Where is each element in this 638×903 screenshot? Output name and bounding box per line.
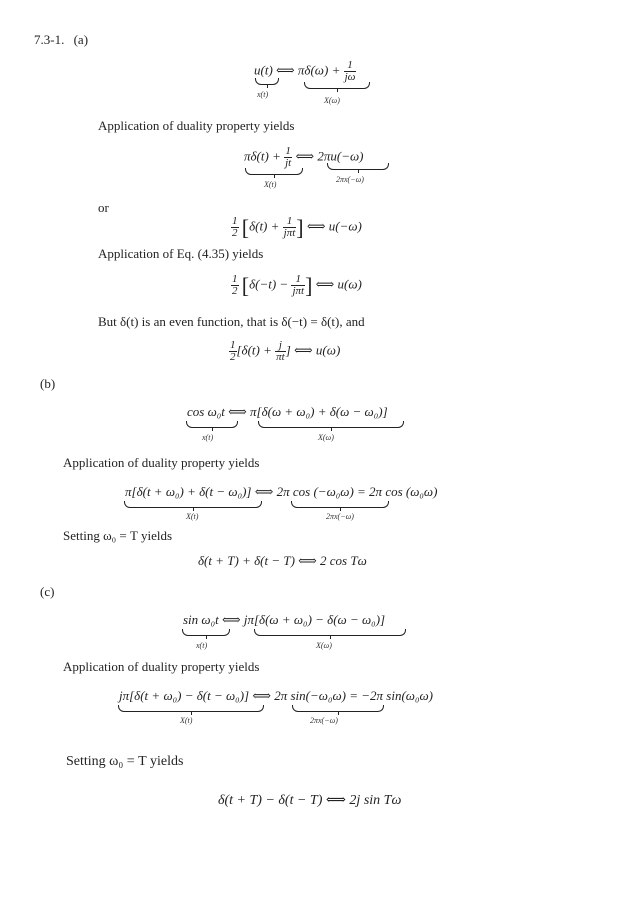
a-eq2-right: 2πu(−ω) — [317, 148, 364, 164]
a-eq3-frac-num: 1 — [283, 216, 297, 228]
c-text2: Setting ω₀ = T yields — [66, 754, 184, 769]
c-eq2-right: = −2π sin(ω₀ω) — [349, 688, 433, 703]
a-eq5 — [229, 340, 340, 363]
a-eq4-half-den: 2 — [232, 285, 238, 297]
a-eq2-frac-num: 1 — [285, 145, 291, 157]
c-eq2-arrow: ⟺ — [252, 688, 271, 703]
a-eq4-frac-den: jπt — [292, 285, 305, 297]
c-eq1-under-left: x(t) — [196, 641, 208, 650]
b-eq3: δ(t + T) + δ(t − T) ⟺ 2 cos Tω — [198, 553, 367, 568]
c-eq1 — [183, 612, 385, 628]
b-eq1-arrow: ⟺ — [228, 404, 247, 419]
b-eq1-left-brace — [186, 421, 238, 428]
b-eq1-under-left: x(t) — [202, 433, 214, 442]
a-eq5-half-den: 2 — [230, 351, 236, 363]
a-eq2-arrow: ⟺ — [295, 148, 315, 164]
a-eq1-right: πδ(ω) + — [297, 62, 341, 78]
c-eq1-left: sin ω₀t — [183, 612, 219, 627]
a-eq2-under-left: X(t) — [264, 180, 277, 189]
c-eq3: δ(t + T) − δ(t − T) ⟺ 2j sin Tω — [218, 793, 402, 808]
c-eq1-left-brace — [182, 629, 230, 636]
c-eq2 — [119, 688, 433, 704]
b-eq2-left: π[δ(t + ω₀) + δ(t − ω₀)] — [125, 484, 252, 499]
a-eq2-under-right: 2πx(−ω) — [336, 175, 364, 184]
c-text1: Application of duality property yields — [63, 659, 260, 674]
a-eq4-half-num: 1 — [232, 273, 238, 285]
a-eq1-fraction — [344, 60, 357, 83]
a-eq2-right-brace — [327, 163, 389, 170]
a-eq2-left: πδ(t) + — [244, 148, 281, 164]
a-eq2-left-brace — [245, 168, 303, 175]
a-or: or — [98, 200, 109, 215]
problem-number — [34, 32, 88, 48]
a-eq3-right: ⟺ u(−ω) — [306, 218, 362, 234]
a-eq1-under-right: X(ω) — [324, 96, 340, 105]
a-eq4-half — [231, 274, 239, 297]
a-text2: Application of Eq. (4.35) yields — [98, 246, 264, 261]
problem-number-label: 7.3-1. — [34, 32, 65, 47]
b-text2: Setting ω₀ = T yields — [63, 528, 173, 543]
a-eq3-half-den: 2 — [232, 227, 238, 239]
b-eq2-arrow: ⟺ — [254, 484, 274, 499]
b-eq2-right-brace — [291, 501, 389, 508]
a-eq3-half — [231, 216, 239, 239]
a-eq1-left-brace — [255, 78, 279, 85]
b-eq2 — [125, 484, 437, 500]
a-eq4-mid: δ(−t) − — [249, 276, 289, 292]
a-eq3-mid: δ(t) + — [249, 218, 280, 234]
a-eq2-fraction — [284, 146, 292, 169]
part-b-label: (b) — [40, 376, 56, 391]
a-eq1-left: u(t) — [254, 62, 273, 78]
b-text1: Application of duality property yields — [63, 455, 260, 470]
a-eq5-half — [229, 340, 237, 363]
b-eq2-mid: 2π cos (−ω₀ω) — [276, 484, 354, 499]
a-eq1-frac-num: 1 — [344, 60, 357, 72]
a-eq4: $\frac{1}{2}$ [δ(−t) − $\frac{1}{\text{jπt}}$ ] ⟺ u(ω) — [232, 272, 362, 298]
a-eq3: $\frac{1}{2}$ [δ(t) + $\frac{1}{\text{jπt}}$ ] ⟺ u(−ω) — [232, 214, 362, 240]
c-eq2-left: jπ[δ(t + ω₀) − δ(t − ω₀)] — [119, 688, 250, 703]
a-eq4-right: ⟺ u(ω) — [315, 276, 362, 292]
a-eq3-half-num: 1 — [232, 215, 238, 227]
a-eq1-right-brace — [304, 82, 370, 89]
c-eq2-under-right: 2πx(−ω) — [310, 716, 338, 725]
a-eq4-frac-num: 1 — [291, 274, 305, 286]
a-eq1-arrow: ⟺ — [276, 62, 295, 78]
a-eq3-frac-den: jπt — [283, 227, 296, 239]
b-eq2-right: = 2π cos (ω₀ω) — [357, 484, 438, 499]
a-eq5-mid: [δ(t) + — [236, 342, 272, 358]
a-eq5-frac-den: πt — [276, 351, 285, 363]
c-eq1-right-brace — [254, 629, 406, 636]
c-eq1-under-right: X(ω) — [316, 641, 332, 650]
b-eq2-left-brace — [124, 501, 262, 508]
c-eq2-left-brace — [118, 705, 264, 712]
a-eq5-half-num: 1 — [230, 339, 236, 351]
a-text3: But δ(t) is an even function, that is δ(−t) = δ(t), and — [98, 314, 365, 329]
a-eq5-fraction — [275, 340, 286, 363]
b-eq1-right-brace — [258, 421, 404, 428]
part-a-label: (a) — [73, 32, 89, 47]
a-eq1-under-left: x(t) — [257, 90, 269, 99]
c-eq2-under-left: X(t) — [180, 716, 193, 725]
a-eq4-fraction — [291, 274, 305, 297]
a-eq3-fraction — [283, 216, 297, 239]
b-eq1-left: cos ω₀t — [187, 404, 225, 419]
c-eq2-mid: 2π sin(−ω₀ω) — [274, 688, 346, 703]
b-eq1-under-right: X(ω) — [318, 433, 334, 442]
b-eq1 — [187, 404, 388, 420]
c-eq1-right: jπ[δ(ω + ω₀) − δ(ω − ω₀)] — [243, 612, 386, 627]
b-eq2-under-left: X(t) — [186, 512, 199, 521]
a-text1: Application of duality property yields — [98, 118, 295, 133]
b-eq2-under-right: 2πx(−ω) — [326, 512, 354, 521]
a-eq5-frac-num: j — [275, 340, 286, 352]
a-eq5-right: ] ⟺ u(ω) — [285, 342, 341, 358]
c-eq2-right-brace — [292, 705, 384, 712]
c-eq1-arrow: ⟺ — [221, 612, 241, 627]
part-c-label: (c) — [40, 584, 55, 599]
b-eq1-right: π[δ(ω + ω₀) + δ(ω − ω₀)] — [250, 404, 388, 419]
a-eq2-frac-den: jt — [285, 157, 292, 169]
a-eq1-frac-den: jω — [344, 71, 356, 83]
